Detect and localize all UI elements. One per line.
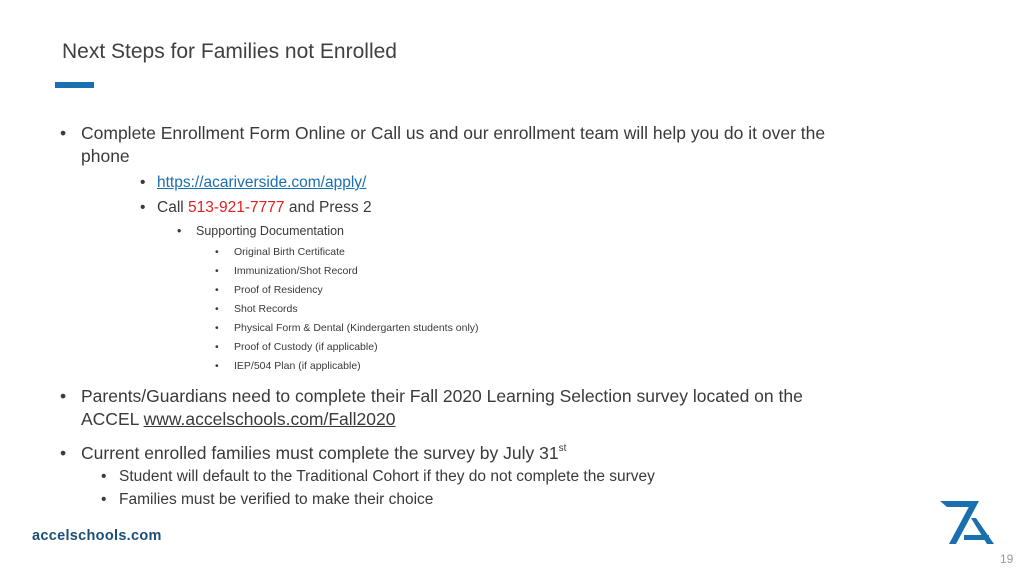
footer-brand: accelschools.com — [32, 528, 162, 544]
bullet-survey-line2 — [81, 409, 396, 430]
bullet-dot: • — [215, 341, 219, 353]
bullet-dot: • — [101, 468, 107, 485]
deadline-sub-item: Families must be verified to make their choice — [119, 491, 434, 508]
page-number: 19 — [1000, 552, 1014, 566]
bullet-dot: • — [60, 386, 67, 406]
call-prefix: Call — [157, 199, 189, 216]
bullet-enroll-line2: phone — [81, 146, 130, 166]
bullet-dot: • — [215, 284, 219, 296]
doc-item: Shot Records — [234, 303, 298, 315]
doc-item: Physical Form & Dental (Kindergarten students only) — [234, 322, 479, 334]
bullet-dot: • — [60, 123, 67, 143]
docs-heading: Supporting Documentation — [196, 224, 345, 238]
accel-logo-icon — [938, 498, 996, 548]
call-suffix: and Press 2 — [284, 199, 372, 216]
bullet-dot: • — [177, 224, 182, 238]
bullet-dot: • — [140, 199, 146, 216]
deadline-sub-item: Student will default to the Traditional Cohort if they do not complete the survey — [119, 468, 655, 485]
bullet-survey-line1: Parents/Guardians need to complete their Fall 2020 Learning Selection survey located on the — [81, 386, 803, 406]
bullet-deadline — [81, 443, 566, 464]
apply-link[interactable]: https://acariverside.com/apply/ — [157, 174, 367, 191]
bullet-enroll-line1: Complete Enrollment Form Online or Call us and our enrollment team will help you do it over the — [81, 123, 826, 143]
bullet-dot: • — [215, 265, 219, 277]
bullet-dot: • — [60, 443, 67, 463]
bullet-dot: • — [215, 322, 219, 334]
doc-item: Original Birth Certificate — [234, 246, 345, 258]
bullet-dot: • — [140, 174, 146, 191]
doc-item: Immunization/Shot Record — [234, 265, 358, 277]
doc-item: IEP/504 Plan (if applicable) — [234, 360, 361, 372]
bullet-dot: • — [215, 246, 219, 258]
doc-item: Proof of Residency — [234, 284, 323, 296]
deadline-sup: st — [558, 443, 567, 454]
bullet-dot: • — [101, 491, 107, 508]
phone-number: 513-921-7777 — [188, 199, 285, 216]
page-title: Next Steps for Families not Enrolled — [62, 40, 397, 63]
bullet-dot: • — [215, 303, 219, 315]
deadline-text: Current enrolled families must complete the survey by July 31 — [81, 443, 559, 463]
bullet-dot: • — [215, 360, 219, 372]
accel-prefix: ACCEL — [81, 409, 144, 429]
title-accent-bar — [55, 82, 94, 88]
doc-item: Proof of Custody (if applicable) — [234, 341, 378, 353]
call-line — [157, 199, 372, 217]
fall2020-link[interactable]: www.accelschools.com/Fall2020 — [143, 409, 396, 429]
